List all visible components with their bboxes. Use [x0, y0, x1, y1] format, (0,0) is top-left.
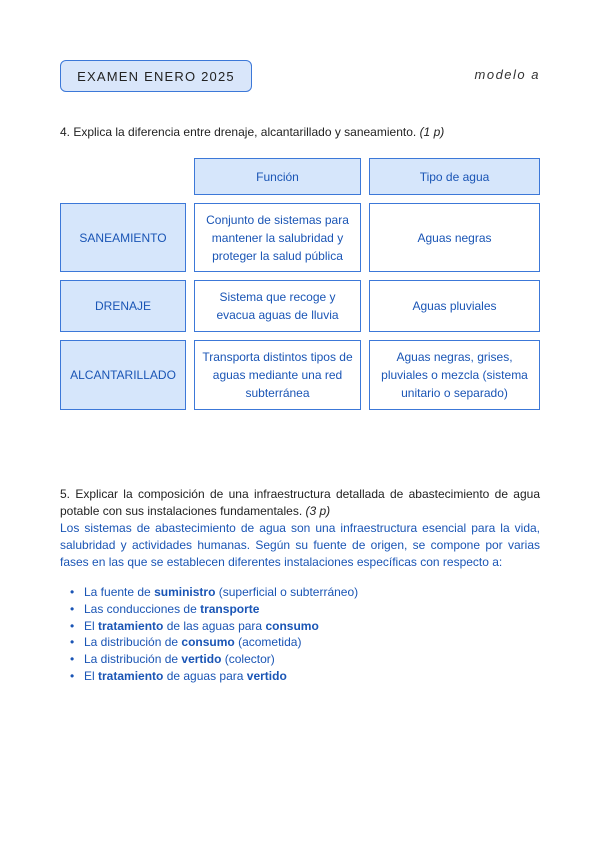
- cell-tipo: Aguas negras: [369, 203, 540, 272]
- cell-funcion: Transporta distintos tipos de aguas mediante una red subterránea: [194, 340, 361, 410]
- list-item: [68, 634, 358, 651]
- question-4-points: (1 p): [419, 125, 445, 139]
- bold-term: vertido: [246, 668, 287, 683]
- row-label-drenaje: DRENAJE: [60, 280, 186, 332]
- list-text: El: [84, 668, 99, 683]
- list-text: de las aguas para: [163, 618, 266, 633]
- bold-term: transporte: [200, 601, 260, 616]
- bold-term: consumo: [181, 635, 235, 650]
- list-item: [68, 618, 358, 635]
- bold-term: vertido: [181, 652, 222, 667]
- cell-funcion: Conjunto de sistemas para mantener la salubridad y proteger la salud pública: [194, 203, 361, 272]
- question-4-text: 4. Explica la diferencia entre drenaje, alcantarillado y saneamiento.: [60, 125, 417, 139]
- question-5-text: 5. Explicar la composición de una infraestructura detallada de abastecimiento de agua potable con sus instalaciones fundamentales.: [60, 487, 540, 518]
- question-5-points: (3 p): [305, 504, 331, 518]
- list-item: [68, 584, 358, 601]
- list-text: (colector): [221, 652, 275, 667]
- list-text: de aguas para: [163, 668, 247, 683]
- column-header-tipo: Tipo de agua: [369, 158, 540, 195]
- answer-paragraph: Los sistemas de abastecimiento de agua son una infraestructura esencial para la vida, salubridad y actividades humanas. Según su fuente de origen, se compone por varias fases en las que se establecen diferentes instalaciones específicas con respecto a:: [60, 521, 540, 569]
- answer-list: [68, 584, 358, 685]
- question-4: [60, 125, 444, 139]
- list-text: (superficial o subterráneo): [215, 585, 359, 599]
- row-label-alcantarillado: ALCANTARILLADO: [60, 340, 186, 410]
- cell-tipo: Aguas negras, grises, pluviales o mezcla (sistema unitario o separado): [369, 340, 540, 410]
- bold-term: suministro: [154, 585, 216, 599]
- list-text: El: [84, 618, 99, 633]
- list-item: [68, 668, 358, 685]
- bold-term: consumo: [265, 618, 319, 633]
- bold-term: tratamiento: [98, 668, 164, 683]
- row-label-saneamiento: SANEAMIENTO: [60, 203, 186, 272]
- model-label: modelo a: [474, 67, 540, 82]
- bold-term: tratamiento: [98, 618, 164, 633]
- list-text: La distribución de: [84, 635, 182, 650]
- exam-title: EXAMEN ENERO 2025: [60, 60, 252, 92]
- question-5: [60, 486, 540, 520]
- cell-funcion: Sistema que recoge y evacua aguas de lluvia: [194, 280, 361, 332]
- cell-tipo: Aguas pluviales: [369, 280, 540, 332]
- list-item: [68, 601, 358, 618]
- list-text: Las conducciones de: [84, 601, 201, 616]
- list-text: La distribución de: [84, 652, 182, 667]
- list-text: (acometida): [234, 635, 302, 650]
- column-header-funcion: Función: [194, 158, 361, 195]
- list-text: La fuente de: [84, 585, 155, 599]
- list-item: [68, 651, 358, 668]
